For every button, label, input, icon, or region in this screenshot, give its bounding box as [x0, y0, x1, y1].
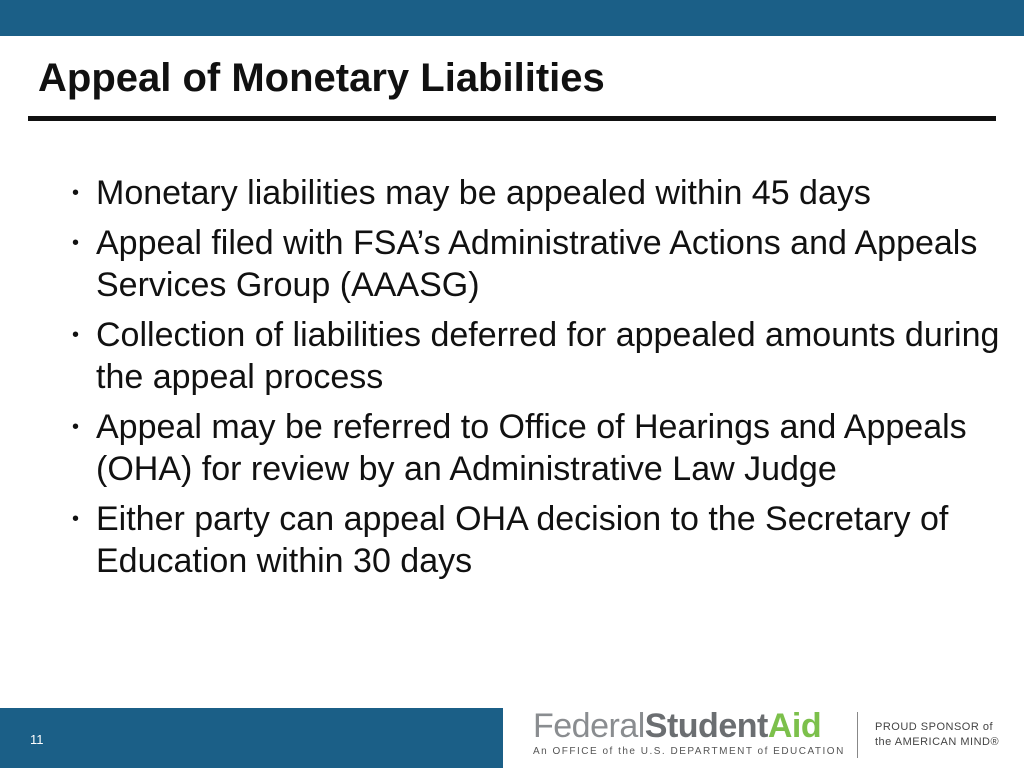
slide-title: Appeal of Monetary Liabilities — [38, 56, 605, 100]
bullet-text: Collection of liabilities deferred for appealed amounts during the appeal process — [96, 316, 1000, 396]
sponsor-line-2: the AMERICAN MIND® — [875, 736, 1000, 748]
top-banner — [0, 0, 1024, 36]
bullet-icon: • — [72, 324, 80, 346]
bullet-text: Monetary liabilities may be appealed within 45 days — [96, 174, 871, 212]
logo-divider — [857, 712, 858, 758]
bullet-item — [72, 406, 1002, 490]
federal-student-aid-logo — [533, 706, 1003, 762]
bullet-item — [72, 498, 1002, 582]
bullet-text: Appeal filed with FSA’s Administrative Actions and Appeals Services Group (AAASG) — [96, 224, 978, 304]
sponsor-line-1: PROUD SPONSOR of — [875, 721, 994, 733]
logo-aid-text: Aid — [767, 707, 822, 745]
logo-sponsor — [875, 720, 999, 750]
bullet-icon: • — [72, 182, 80, 204]
bullet-item — [72, 222, 1002, 306]
logo-student-text: Student — [644, 707, 768, 745]
logo-subtitle: An OFFICE of the U.S. DEPARTMENT of EDUCATION — [533, 746, 845, 757]
footer-bar — [0, 708, 503, 768]
bullet-text: Appeal may be referred to Office of Hearings and Appeals (OHA) for review by an Administrative Law Judge — [96, 408, 967, 488]
title-divider — [28, 116, 996, 121]
logo-federal-text: Federal — [533, 707, 645, 745]
bullet-icon: • — [72, 416, 80, 438]
bullet-item — [72, 314, 1002, 398]
logo-wordmark — [533, 706, 821, 746]
bullet-icon: • — [72, 232, 80, 254]
bullet-text: Either party can appeal OHA decision to the Secretary of Education within 30 days — [96, 500, 949, 580]
bullet-icon: • — [72, 508, 80, 530]
page-number: 11 — [30, 732, 44, 747]
bullet-list — [72, 172, 1002, 590]
bullet-item — [72, 172, 1002, 214]
